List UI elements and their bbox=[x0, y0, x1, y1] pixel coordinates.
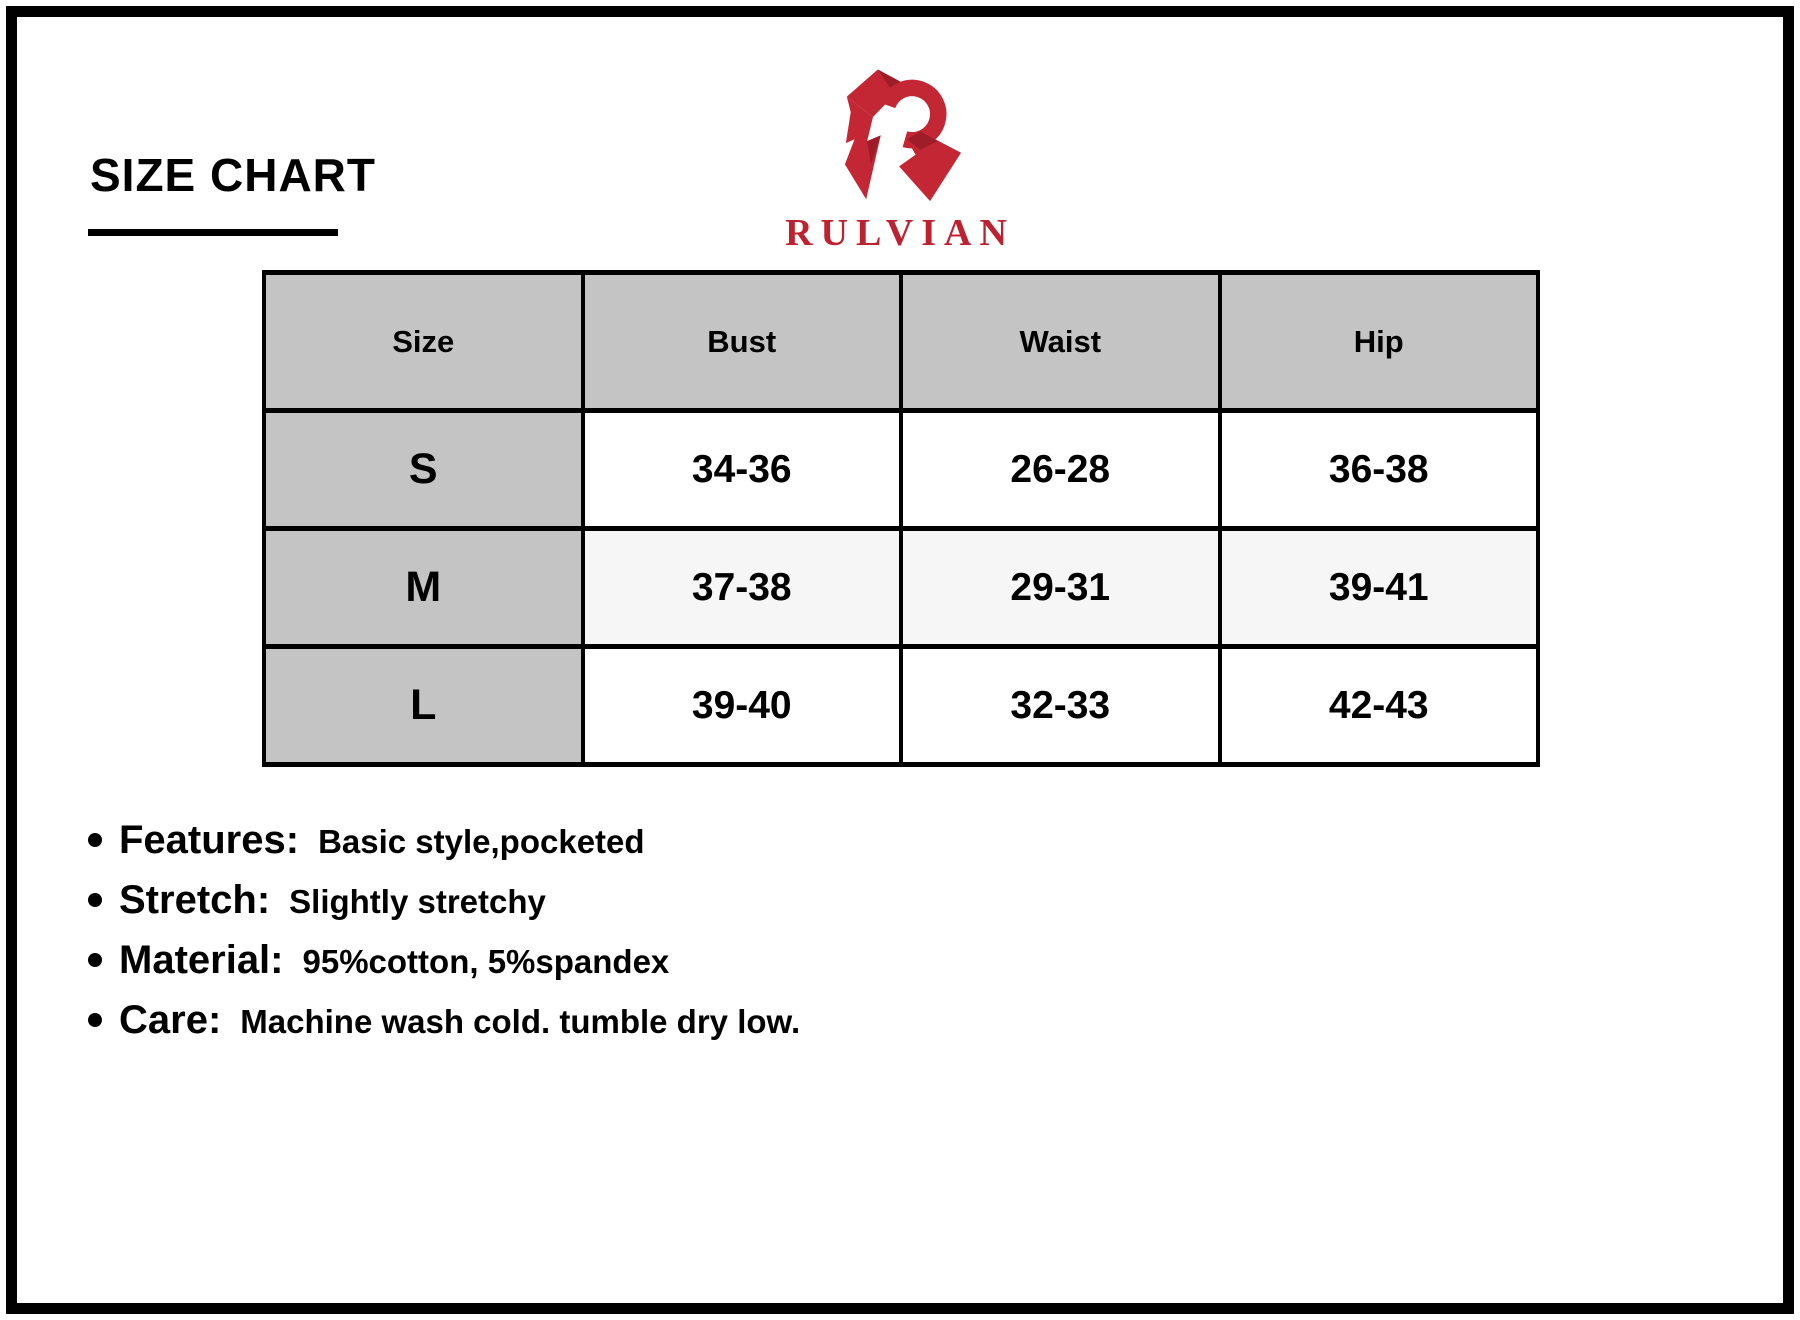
cell-hip: 42-43 bbox=[1220, 647, 1539, 765]
bullet-dot-icon bbox=[88, 833, 102, 847]
cell-hip: 36-38 bbox=[1220, 411, 1539, 529]
table-header-row bbox=[264, 273, 1538, 411]
cell-bust: 37-38 bbox=[583, 529, 902, 647]
spec-value-care: Machine wash cold. tumble dry low. bbox=[240, 1002, 801, 1040]
title-underline bbox=[88, 229, 338, 236]
spec-label-material: Material: bbox=[119, 937, 284, 982]
table-row-s bbox=[264, 411, 1538, 529]
spec-value-features: Basic style,pocketed bbox=[318, 822, 645, 860]
spec-item-features bbox=[88, 810, 800, 870]
cell-waist: 32-33 bbox=[901, 647, 1220, 765]
bullet-dot-icon bbox=[88, 953, 102, 967]
header-cell-bust: Bust bbox=[583, 273, 902, 411]
cell-bust: 39-40 bbox=[583, 647, 902, 765]
header-cell-waist: Waist bbox=[901, 273, 1220, 411]
spec-item-stretch bbox=[88, 870, 800, 930]
table-row-l bbox=[264, 647, 1538, 765]
cell-size: M bbox=[264, 529, 583, 647]
spec-text bbox=[119, 938, 669, 983]
spec-label-features: Features: bbox=[119, 817, 300, 862]
cell-size: S bbox=[264, 411, 583, 529]
header-cell-size: Size bbox=[264, 273, 583, 411]
bullet-dot-icon bbox=[88, 893, 102, 907]
table-row-m bbox=[264, 529, 1538, 647]
spec-item-material bbox=[88, 930, 800, 990]
size-table bbox=[262, 270, 1540, 767]
spec-list bbox=[88, 810, 800, 1050]
spec-text bbox=[119, 818, 645, 863]
brand-name: RULVIAN bbox=[785, 212, 1015, 254]
spec-text bbox=[119, 998, 800, 1043]
cell-hip: 39-41 bbox=[1220, 529, 1539, 647]
spec-label-care: Care: bbox=[119, 997, 222, 1042]
spec-text bbox=[119, 878, 546, 923]
spec-label-stretch: Stretch: bbox=[119, 877, 271, 922]
spec-item-care bbox=[88, 990, 800, 1050]
spec-value-stretch: Slightly stretchy bbox=[289, 882, 546, 920]
cell-waist: 26-28 bbox=[901, 411, 1220, 529]
page-title: SIZE CHART bbox=[90, 149, 376, 201]
brand-logo-r-icon bbox=[838, 56, 966, 206]
header-cell-hip: Hip bbox=[1220, 273, 1539, 411]
cell-bust: 34-36 bbox=[583, 411, 902, 529]
spec-value-material: 95%cotton, 5%spandex bbox=[302, 942, 670, 980]
cell-size: L bbox=[264, 647, 583, 765]
cell-waist: 29-31 bbox=[901, 529, 1220, 647]
bullet-dot-icon bbox=[88, 1013, 102, 1027]
